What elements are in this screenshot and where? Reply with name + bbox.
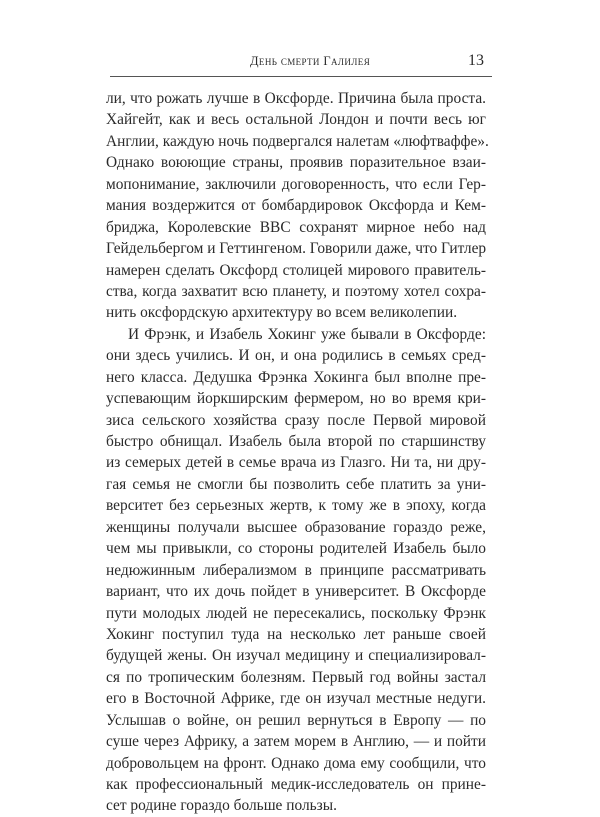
text-line: Хокинг поступил туда на несколько лет раньше своей	[106, 625, 486, 643]
text-line: вариант, что их дочь пойдет в университет. В Оксфорде	[106, 583, 486, 601]
text-line: суше через Африку, а затем морем в Англию, — и пойти	[106, 733, 486, 751]
text-line: успевающим йоркширским фермером, но во время кри-	[106, 390, 486, 408]
text-line: женщины получали высшее образование гораздо реже,	[106, 518, 486, 536]
text-line: сет родине гораздо больше пользы.	[106, 797, 337, 815]
text-line: ства, когда захватит всю планету, и поэтому хотел сохра-	[106, 282, 486, 300]
text-line: Однако воюющие страны, проявив поразительное взаи-	[106, 154, 486, 172]
text-line: зиса сельского хозяйства сразу после Первой мировой	[106, 411, 486, 429]
text-line: Англии, каждую ночь подвергался налетам «люфтваффе».	[106, 132, 489, 150]
text-line: мания воздержится от бомбардировок Оксфорда и Кем-	[106, 197, 486, 215]
text-line: как профессиональный медик-исследователь он прине-	[106, 776, 486, 793]
body-text	[106, 88, 489, 817]
text-line: Хайгейт, как и весь остальной Лондон и почти весь юг	[106, 111, 486, 129]
page-number: 13	[468, 52, 484, 69]
text-line: Услышав о войне, он решил вернуться в Европу — по	[106, 711, 486, 729]
text-line: его в Восточной Африке, где он изучал местные недуги.	[106, 690, 486, 708]
text-line: недюжинным либерализмом в принципе рассматривать	[106, 561, 486, 579]
running-title: День смерти Галилея	[250, 54, 371, 68]
text-line: гая семья не смогли бы позволить себе платить за уни-	[106, 475, 486, 493]
text-line: намерен сделать Оксфорд столицей мирового правитель-	[106, 261, 486, 279]
text-line: верситет без серьезных жертв, к тому же в эпоху, когда	[106, 497, 486, 515]
text-line: него класса. Дедушка Фрэнка Хокинга был вполне пре-	[106, 368, 486, 386]
text-line: из семерых детей в семье врача из Глазго. Ни та, ни дру-	[106, 454, 486, 472]
text-line: бриджа, Королевские ВВС сохранят мирное небо над	[106, 218, 486, 236]
text-line: быстро обнищал. Изабель была второй по старшинству	[106, 433, 486, 450]
text-line: будущей жены. Он изучал медицину и специализировал-	[106, 647, 486, 665]
header-rule	[110, 76, 492, 77]
text-line: мопонимание, заключили договоренность, что если Гер-	[106, 175, 486, 193]
paragraph	[106, 324, 486, 817]
text-line: добровольцем на фронт. Однако дома ему сообщили, что	[106, 754, 486, 772]
running-head	[110, 52, 492, 74]
text-line: они здесь учились. И он, и она родились в семьях сред-	[106, 347, 486, 365]
text-line: ли, что рожать лучше в Оксфорде. Причина была проста.	[106, 90, 486, 107]
text-line: нить оксфордскую архитектуру во всем великолепии.	[106, 304, 458, 322]
text-line: чем мы привыкли, со стороны родителей Изабель было	[106, 540, 486, 558]
paragraph	[106, 88, 489, 324]
text-line: И Фрэнк, и Изабель Хокинг уже бывали в Оксфорде:	[128, 325, 486, 343]
text-line: Гейдельбергом и Геттингеном. Говорили даже, что Гитлер	[106, 240, 487, 258]
text-line: ся по тропическим болезням. Первый год войны застал	[106, 668, 486, 686]
text-line: пути молодых людей не пересекались, поскольку Фрэнк	[106, 604, 486, 622]
